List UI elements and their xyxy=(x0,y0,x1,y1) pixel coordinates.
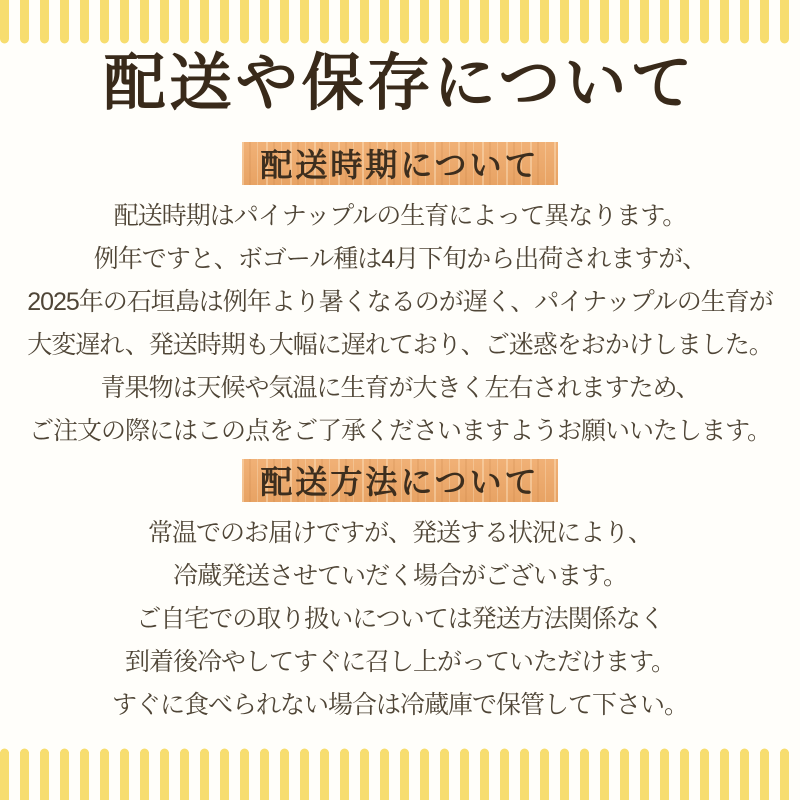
delivery-timing-paragraph xyxy=(0,195,800,453)
delivery-timing-heading: 配送時期について xyxy=(260,146,540,183)
paragraph-line: 常温でのお届けですが、発送する状況により、 xyxy=(147,519,652,547)
delivery-method-paragraph xyxy=(0,512,800,727)
paragraph-line: 到着後冷やしてすぐに召し上がっていただけます。 xyxy=(124,648,675,676)
paragraph-line: 青果物は天候や気温に生育が大きく左右されますため、 xyxy=(100,374,700,402)
paragraph-line: 冷蔵発送させていだく場合がございます。 xyxy=(172,562,627,590)
paragraph-line: 大変遅れ、発送時期も大幅に遅れており、ご迷惑をおかけしました。 xyxy=(27,331,773,359)
paragraph-line: ご自宅での取り扱いについては発送方法関係なく xyxy=(136,605,664,633)
paragraph-line: すぐに食べられない場合は冷蔵庫で保管して下さい。 xyxy=(111,691,688,719)
section-delivery-method xyxy=(0,459,800,727)
paragraph-line: 例年ですと、ボゴール種は4月下旬から出荷されますが、 xyxy=(93,245,707,273)
paragraph-line: ご注文の際にはこの点をご了承くださいますようお願いいたします。 xyxy=(28,417,771,445)
section-delivery-timing xyxy=(0,142,800,453)
striped-border-bottom xyxy=(0,748,800,800)
paragraph-line: 配送時期はパイナップルの生育によって異なります。 xyxy=(113,202,687,230)
striped-border-top xyxy=(0,0,800,45)
delivery-method-heading-banner xyxy=(242,459,558,502)
delivery-timing-heading-banner xyxy=(242,142,558,185)
page-title: 配送や保存について xyxy=(103,50,697,118)
paragraph-line: 2025年の石垣島は例年より暑くなるのが遅く、パイナップルの生育が xyxy=(27,288,773,316)
delivery-method-heading: 配送方法について xyxy=(260,463,540,500)
